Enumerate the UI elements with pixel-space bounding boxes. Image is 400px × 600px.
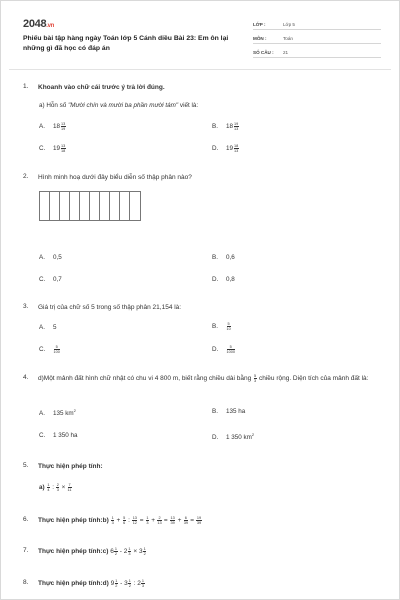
question-text (38, 374, 380, 384)
decimal-illustration-grid (39, 191, 141, 221)
header-divider (9, 69, 391, 70)
numerator: 5 (227, 345, 235, 350)
option-letter: D. (212, 346, 219, 354)
option-letter: B. (212, 408, 218, 415)
option-value: 0,8 (226, 276, 235, 283)
meta-value: 21 (283, 50, 289, 55)
meta-label: LỚP : (253, 22, 266, 27)
option-letter: A. (39, 410, 45, 418)
question-number: 1. (23, 83, 29, 90)
fraction (254, 374, 257, 383)
sub-label: a) (39, 484, 45, 492)
option-value: 135 ha (226, 408, 246, 415)
question-5-expression: a) $\frac{1}{4}$ : $\frac{2}{3}$ × $\frac{7}{11}$ (39, 483, 72, 492)
question-text-part: Thực hiện phép tính:c) (38, 548, 109, 556)
numerator: 5 (227, 322, 230, 326)
option-a[interactable] (39, 254, 62, 261)
option-letter: D. (212, 434, 219, 442)
denominator: 13 (234, 127, 239, 131)
option-d[interactable] (212, 276, 235, 283)
option-a[interactable] (39, 324, 57, 331)
option-unit-power: 2 (73, 408, 76, 413)
option-c[interactable] (39, 432, 78, 439)
sub-label: a) Hỗn số (39, 102, 67, 109)
meta-row-subject (253, 31, 381, 44)
option-value: 1 350 km (226, 434, 252, 442)
denominator: 13 (234, 149, 239, 153)
option-letter: B. (212, 254, 218, 261)
site-logo[interactable] (23, 18, 54, 30)
grid-cell (90, 192, 100, 220)
option-value: 5 (53, 324, 57, 331)
math-expression: 6 $\frac{1}{2}$ - 2 $\frac{1}{3}$ × 3 $\frac{1}{2}$ (110, 547, 146, 556)
option-a[interactable] (39, 408, 76, 417)
option-letter: B. (212, 323, 218, 331)
option-b[interactable] (212, 322, 231, 331)
option-c[interactable] (39, 345, 60, 354)
question-number: 4. (23, 374, 29, 381)
logo-text: 2048 (23, 18, 47, 30)
option-value: 135 km (53, 410, 74, 418)
option-unit-power: 2 (251, 432, 255, 437)
question-text: Giá trị của chữ số 5 trong số thập phân 21,154 là: (38, 304, 182, 311)
denominator: 10 (226, 327, 231, 331)
meta-label: MÔN : (253, 36, 267, 41)
fraction (234, 144, 239, 153)
question-text-part: d)Một mảnh đất hình chữ nhật có chu vi 4 800 m, biết rằng chiều dài bằng (38, 375, 252, 383)
question-text: Thực hiện phép tính: (38, 463, 103, 470)
fraction (54, 345, 60, 354)
fraction: $\frac{1}{4}$ (47, 483, 50, 492)
grid-cell (70, 192, 80, 220)
option-letter: A. (39, 123, 45, 131)
question-text (38, 516, 380, 526)
question-number: 8. (23, 579, 29, 586)
option-b[interactable] (212, 122, 239, 131)
question-text-part: chiều rộng. Diện tích của mảnh đất là: (258, 375, 369, 383)
option-letter: C. (39, 276, 46, 283)
option-letter: C. (39, 346, 46, 354)
numerator: 5 (54, 345, 60, 350)
question-number: 3. (23, 303, 29, 310)
option-value: 0,5 (53, 254, 62, 261)
worksheet-title: Phiếu bài tập hàng ngày Toán lớp 5 Cánh diều Bài 23: Em ôn lại những gì đã học có đáp án (23, 35, 229, 52)
option-letter: C. (39, 432, 46, 439)
option-d[interactable] (212, 345, 235, 354)
math-expression: 9 $\frac{1}{2}$ - 3 $\frac{1}{2}$ : 2 $\frac{1}{3}$ (110, 579, 145, 588)
meta-value: Lớp 5 (283, 22, 295, 27)
question-text (38, 547, 380, 557)
option-letter: D. (212, 145, 219, 153)
option-value: 0,6 (226, 254, 235, 261)
option-letter: A. (39, 254, 45, 261)
grid-cell (60, 192, 70, 220)
option-d[interactable] (212, 144, 239, 153)
grid-cell (80, 192, 90, 220)
option-a[interactable] (39, 122, 66, 131)
option-value: 1 350 ha (53, 432, 78, 439)
option-value: 0,7 (53, 276, 62, 283)
denominator: 1000 (226, 350, 235, 354)
option-c[interactable] (39, 276, 62, 283)
question-1-sub (39, 102, 198, 109)
option-letter: B. (212, 123, 218, 131)
option-b[interactable] (212, 254, 235, 261)
numerator: 13 (61, 144, 66, 148)
meta-label: SỐ CÂU : (253, 50, 274, 55)
question-text (38, 579, 380, 589)
grid-cell (120, 192, 130, 220)
denominator: 19 (61, 127, 66, 131)
option-b[interactable] (212, 408, 245, 415)
option-letter: D. (212, 276, 219, 283)
fraction (227, 322, 231, 331)
numerator: 19 (234, 122, 239, 126)
sub-tail: viết là: (179, 102, 199, 109)
question-number: 2. (23, 173, 29, 180)
meta-row-count (253, 45, 381, 58)
math-expression: $\frac{1}{3}$ + $\frac{5}{6}$ : $\frac{13}{12}$ = $\frac{1}{3}$ + $\frac{2}{13}$ = $\frac{13}{39}$ + $\frac{6}{39}$ = $\frac{19}{39}$ (111, 516, 202, 525)
mixed-whole: 18 (226, 123, 234, 131)
mixed-whole: 18 (53, 123, 61, 131)
question-number: 6. (23, 516, 29, 523)
question-text-part: Thực hiện phép tính:b) (38, 517, 109, 525)
option-letter: A. (39, 324, 45, 331)
option-letter: C. (39, 145, 46, 153)
grid-cell (130, 192, 140, 220)
question-text: Hình minh hoạ dưới đây biểu diễn số thập phân nào? (38, 174, 192, 181)
meta-fields (253, 17, 381, 59)
numerator: 13 (61, 122, 66, 126)
numerator: 18 (234, 144, 239, 148)
denominator: 3 (254, 379, 257, 383)
logo-suffix: .vn (46, 23, 55, 29)
meta-row-class (253, 17, 381, 30)
fraction (61, 122, 66, 131)
sub-quote: "Mười chín và mười ba phần mười tám" (68, 102, 179, 109)
fraction (227, 345, 235, 354)
question-text: Khoanh vào chữ cái trước ý trả lời đúng. (38, 84, 165, 91)
mixed-whole: 19 (226, 145, 234, 153)
denominator: 100 (53, 350, 60, 354)
fraction: $\frac{7}{11}$ (67, 483, 72, 492)
mixed-whole: 19 (53, 145, 61, 153)
option-c[interactable] (39, 144, 66, 153)
grid-cell (110, 192, 120, 220)
grid-cell (50, 192, 60, 220)
option-d[interactable] (212, 432, 254, 441)
grid-cell (40, 192, 50, 220)
question-text-part: Thực hiện phép tính:d) (38, 580, 109, 588)
numerator: 5 (254, 374, 257, 378)
fraction: $\frac{2}{3}$ (56, 483, 59, 492)
meta-value: Toán (283, 36, 293, 41)
grid-cell (100, 192, 110, 220)
question-number: 7. (23, 547, 29, 554)
denominator: 18 (61, 149, 66, 153)
fraction (61, 144, 66, 153)
fraction (234, 122, 239, 131)
question-number: 5. (23, 462, 29, 469)
